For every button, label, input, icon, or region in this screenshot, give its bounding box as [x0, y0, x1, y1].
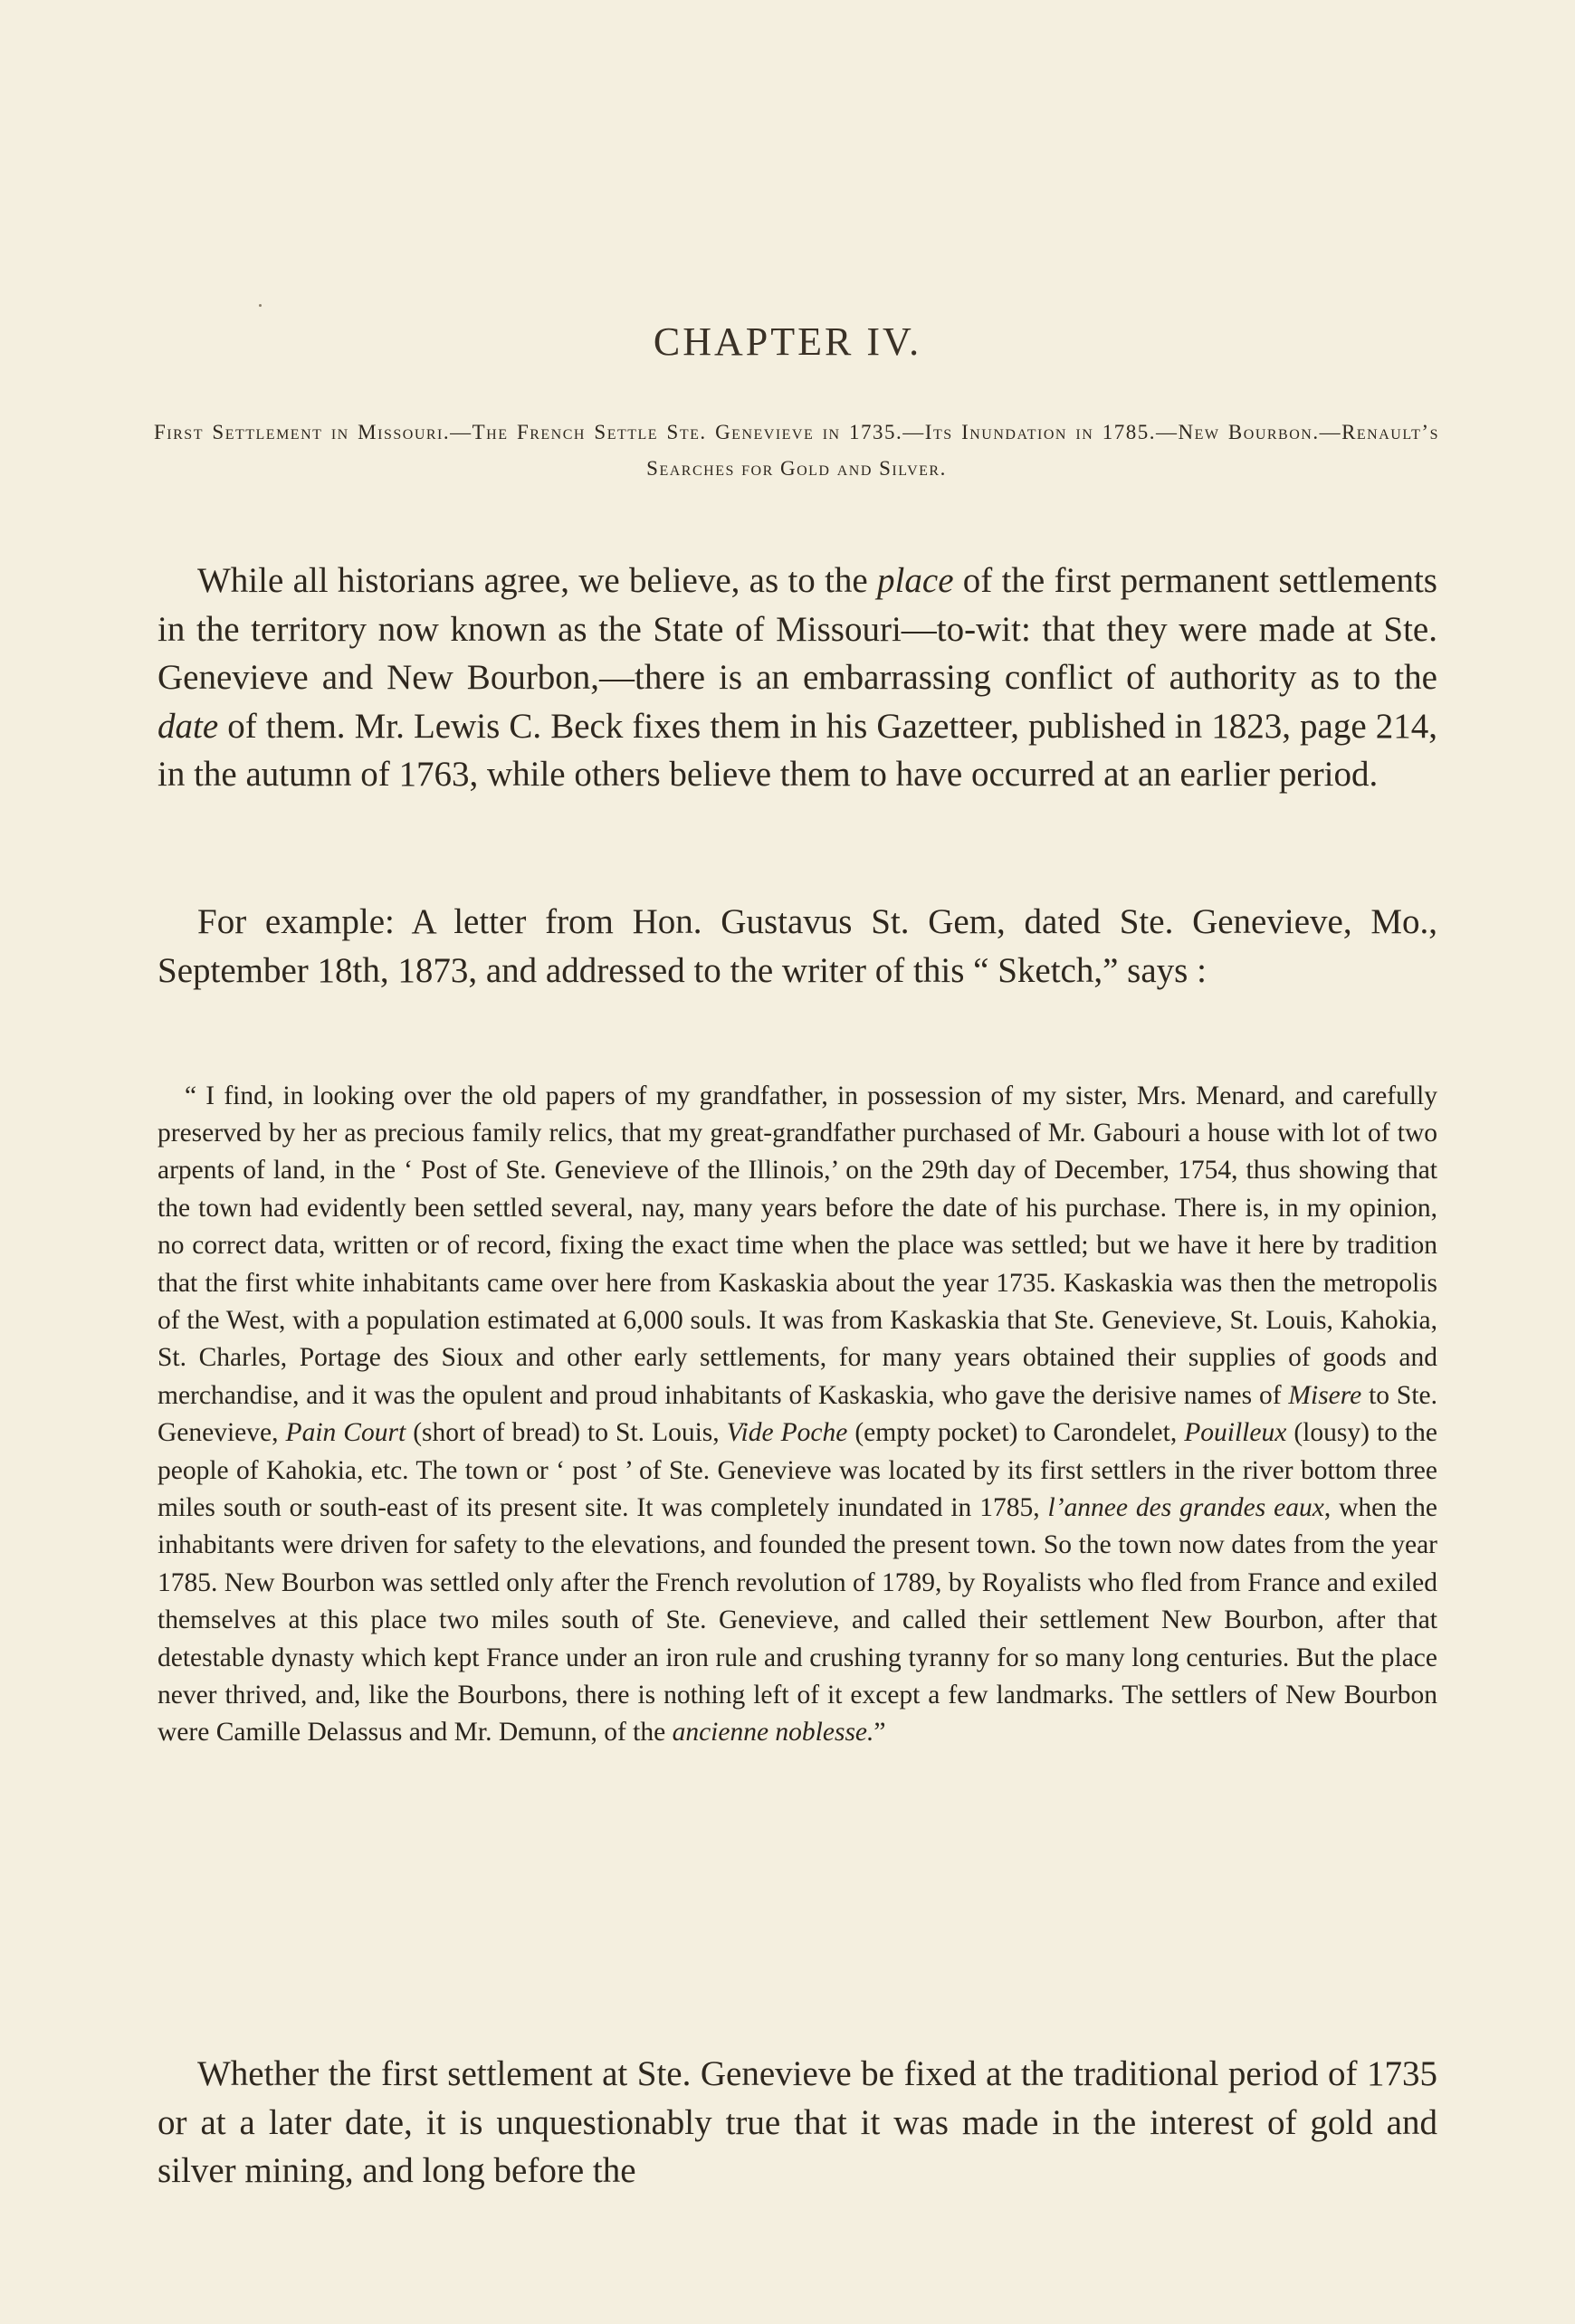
paragraph-1-text-b: of the first permanent settlements in the territory now known as the State of Missouri—to-wit: that they were made at Ste. Genevieve and New Bourbon,—there is an embarrassing conflict of authority as to the	[158, 561, 1437, 697]
quote-italic-vide-poche: Vide Poche	[726, 1418, 848, 1448]
quote-text-a: “ I find, in looking over the old papers of my grandfather, in possession of my sister, Mrs. Menard, and carefully preserved by her as precious family relics, that my great-grandfather purchased of Mr. Gabouri a house with lot of two arpents of land, in the ‘ Post of Ste. Genevieve of the Illinois,’ on the 29th day of December, 1754, thus showing that the town had evidently been settled several, nay, many years before the date of his purchase. There is, in my opinion, no correct data, written or of record, fixing the exact time when the place was settled; but we have it here by tradition that the first white inhabitants came over here from Kaskaskia about the year 1735. Kaskaskia was then the metropolis of the West, with a population estimated at 6,000 souls. It was from Kaskaskia that Ste. Genevieve, St. Louis, Kahokia, St. Charles, Portage des Sioux and other early settlements, for many years obtained their supplies of goods and merchandise, and it was the opulent and proud inhabitants of Kaskaskia, who gave the derisive names of	[158, 1081, 1437, 1410]
quote-italic-pain-court: Pain Court	[285, 1418, 406, 1448]
quote-text-f: , when the inhabitants were driven for safety to the elevations, and founded the present town. So the town now dates from the year 1785. New Bourbon was settled only after the French revolution of 1789, by Royalists who fled from France and exiled themselves at this place two miles south of Ste. Genevieve, and called their settlement New Bourbon, after that detestable dynasty which kept France under an iron rule and crushing tyranny for so many long centuries. But the place never thrived, and, like the Bourbons, there is nothing left of it except a few landmarks. The settlers of New Bourbon were Camille Delassus and Mr. Demunn, of the	[158, 1492, 1437, 1748]
paragraph-1-text-a: While all historians agree, we believe, as to the	[197, 561, 878, 600]
paragraph-1-italic-place: place	[877, 561, 954, 600]
paragraph-1-text-c: of them. Mr. Lewis C. Beck fixes them in his Gazetteer, published in 1823, page 214, in the autumn of 1763, while others believe them to have occurred at an earlier period.	[158, 706, 1437, 794]
paragraph-2	[158, 898, 1437, 995]
quote-italic-pouilleux: Pouilleux	[1184, 1418, 1287, 1448]
quote-text-g: ”	[873, 1718, 886, 1748]
quote-text-b: to Ste. Genevieve,	[158, 1380, 1437, 1448]
quote-italic-misere: Misere	[1288, 1380, 1362, 1410]
chapter-synopsis: First Settlement in Missouri.—The French Settle Ste. Genevieve in 1735.—Its Inundation in 1785.—New Bourbon.—Renault’s Searches for Gold and Silver.	[154, 421, 1439, 480]
paragraph-3-text: Whether the first settlement at Ste. Genevieve be fixed at the traditional period of 1735 or at a later date, it is unquestionably true that it was made in the interest of gold and silver mining, and long before the	[158, 2054, 1437, 2190]
page-speck	[259, 304, 262, 307]
quote-italic-noblesse: ancienne noblesse.	[672, 1718, 874, 1748]
quote-italic-annee: l’annee des grandes eaux	[1047, 1492, 1324, 1522]
paragraph-1-italic-date: date	[158, 706, 219, 746]
paragraph-3	[158, 2050, 1437, 2195]
paragraph-2-text: For example: A letter from Hon. Gustavus St. Gem, dated Ste. Genevieve, Mo., September 18th, 1873, and addressed to the writer of this “ Sketch,” says :	[158, 902, 1437, 990]
quote-text-d: (empty pocket) to Carondelet,	[847, 1418, 1185, 1448]
quote-text-c: (short of bread) to St. Louis,	[406, 1418, 727, 1448]
letter-quote	[158, 1078, 1437, 1752]
paragraph-1	[158, 557, 1437, 799]
quote-text-e: (lousy) to the people of Kahokia, etc. The town or ‘ post ’ of Ste. Genevieve was located by its first settlers in the river bottom three miles south or south-east of its present site. It was completely inundated in 1785,	[158, 1418, 1437, 1522]
chapter-title: CHAPTER IV.	[653, 319, 922, 364]
